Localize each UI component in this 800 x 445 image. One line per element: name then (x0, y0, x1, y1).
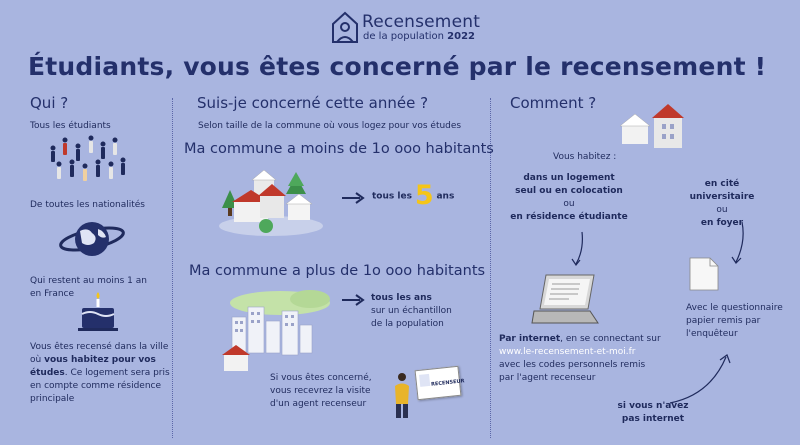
internet-line-1: Par internet, en se connectant sur (499, 334, 661, 344)
you-live-text: Vous habitez : (553, 152, 617, 162)
stay-line-1: Qui restent au moins 1 an (30, 276, 147, 286)
logo-title: Recensement (362, 12, 481, 32)
qui-heading: Qui ? (30, 94, 69, 112)
house-person-logo-icon (330, 10, 360, 44)
every-suffix: ans (436, 191, 455, 202)
census-line-5: principale (30, 394, 75, 404)
yearly-line-2: sur un échantillon (371, 306, 452, 316)
village-icon (216, 166, 331, 241)
id-card-label: RECENSEUR (430, 378, 465, 388)
houses-icon (620, 100, 700, 155)
yearly-line-1: tous les ans (371, 293, 432, 303)
paper-method-text (686, 302, 783, 341)
curved-arrow-icon (562, 230, 592, 270)
curved-arrow-icon (630, 345, 740, 405)
arrow-right-icon (342, 295, 364, 305)
nationalities-text: De toutes les nationalités (30, 200, 146, 210)
no-internet-text (603, 400, 703, 426)
page-title: Étudiants, vous êtes concerné par le recensement ! (28, 52, 767, 81)
census-location-text (30, 341, 170, 406)
curved-arrow-icon (724, 220, 754, 270)
laptop-icon (532, 273, 602, 325)
arrow-right-icon (342, 193, 364, 203)
census-agent-icon (392, 372, 412, 422)
all-students-text: Tous les étudiants (30, 121, 111, 131)
codes-line-2: par l'agent recenseur (499, 373, 596, 383)
city-buildings-icon (220, 285, 340, 375)
no-internet-line-2: pas internet (621, 414, 685, 424)
campus-options (672, 178, 772, 230)
yearly-sample-text (371, 292, 452, 331)
birthday-cake-icon (78, 290, 118, 334)
agent-line-3: d'un agent recenseur (270, 399, 367, 409)
codes-line-1: avec les codes personnels remis (499, 360, 646, 370)
students-crowd-icon (45, 134, 135, 184)
campus-line-1: en cité universitaire (689, 179, 755, 202)
paper-line-2: papier remis par (686, 316, 761, 326)
or-text-2: ou (716, 205, 728, 215)
campus-line-2: en foyer (700, 218, 744, 228)
suis-je-heading: Suis-je concerné cette année ? (197, 94, 429, 112)
agent-visit-text (270, 372, 372, 411)
website-link[interactable]: www.le-recensement-et-moi.fr (499, 347, 636, 357)
comment-heading: Comment ? (510, 94, 597, 112)
logo-year: 2022 (447, 31, 476, 42)
logo-subtitle: de la population 2022 (363, 31, 476, 42)
paper-line-1: Avec le questionnaire (686, 303, 783, 313)
or-text-1: ou (563, 199, 575, 209)
paper-line-3: l'enquêteur (686, 329, 738, 339)
no-internet-line-1: si vous n'avez (617, 401, 689, 411)
every-five-years (372, 180, 455, 211)
housing-line-1: dans un logement (523, 173, 615, 183)
paper-form-icon (688, 256, 720, 292)
agent-line-1: Si vous êtes concerné, (270, 373, 372, 383)
housing-line-2: seul ou en colocation (515, 186, 623, 196)
housing-options (499, 172, 639, 224)
every-prefix: tous les (372, 191, 412, 202)
small-commune-heading: Ma commune a moins de 1o ooo habitants (184, 141, 494, 157)
column-divider-1 (172, 98, 173, 438)
census-line-4: en compte comme résidence (30, 381, 162, 391)
census-line-2: où vous habitez pour vos (30, 355, 156, 365)
census-line-3: études. Ce logement sera pris (30, 368, 170, 378)
every-number: 5 (414, 180, 434, 211)
yearly-line-3: de la population (371, 319, 444, 329)
agent-line-2: vous recevrez la visite (270, 386, 371, 396)
large-commune-heading: Ma commune a plus de 1o ooo habitants (189, 263, 486, 279)
stay-line-2: en France (30, 289, 75, 299)
globe-icon (62, 215, 132, 265)
housing-line-3: en résidence étudiante (510, 212, 628, 222)
census-line-1: Vous êtes recensé dans la ville (30, 342, 169, 352)
commune-intro-text: Selon taille de la commune où vous logez pour vos études (198, 121, 462, 131)
id-card-icon (415, 366, 465, 400)
